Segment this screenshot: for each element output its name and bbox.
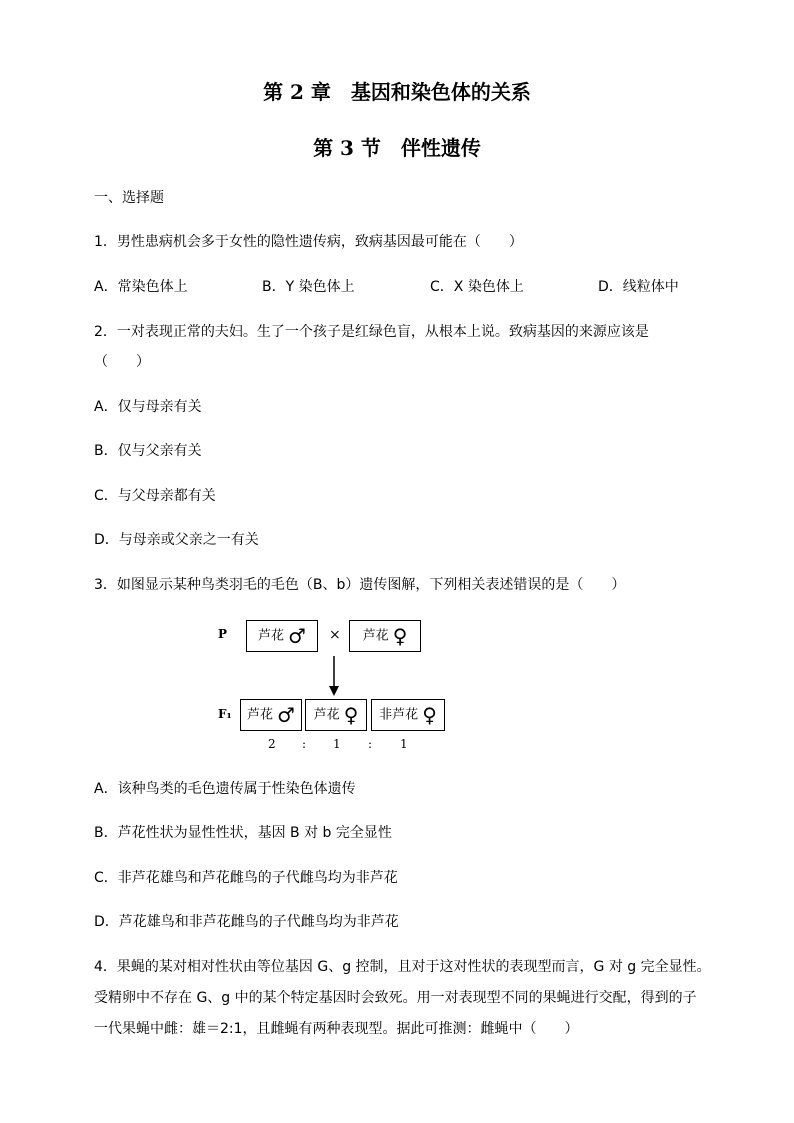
question-3-stem: 3．如图显示某种鸟类羽毛的毛色（B、b）遗传图解，下列相关表述错误的是（ ） <box>94 577 626 593</box>
part-label: 一、选择题 <box>94 190 164 206</box>
question-1-option-d: D．线粒体中 <box>598 279 679 295</box>
question-3-option-c: C．非芦花雄鸟和芦花雌鸟的子代雌鸟均为非芦花 <box>94 870 398 886</box>
parent-male-box <box>246 620 318 652</box>
question-4-stem-line3: 一代果蝇中雌：雄＝2:1，且雌蝇有两种表现型。据此可推测：雌蝇中（ ） <box>94 1021 579 1037</box>
female-icon: ♀ <box>392 624 408 648</box>
question-3-option-b: B．芦花性状为显性性状，基因 B 对 b 完全显性 <box>94 825 392 841</box>
parent-female-phenotype: 芦花 <box>362 628 389 644</box>
question-1-option-c: C．X 染色体上 <box>430 279 524 295</box>
question-2-stem-line1: 2．一对表现正常的夫妇。生了一个孩子是红绿色盲，从根本上说。致病基因的来源应该是 <box>94 324 649 340</box>
male-icon: ♂ <box>288 624 306 648</box>
f1-female-b-phenotype: 非芦花 <box>379 707 419 723</box>
question-2-option-b: B．仅与父亲有关 <box>94 443 202 459</box>
parent-male-phenotype: 芦花 <box>258 628 285 644</box>
ratio-value: 1 <box>400 737 408 751</box>
male-icon: ♂ <box>277 703 295 727</box>
question-4-stem-line1: 4．果蝇的某对相对性状由等位基因 G、g 控制，且对于这对性状的表现型而言，G 对 g 完全显性。 <box>94 959 711 975</box>
parent-female-box <box>349 620 421 652</box>
f1-female-a-box <box>305 699 367 731</box>
question-1-stem: 1．男性患病机会多于女性的隐性遗传病，致病基因最可能在（ ） <box>94 234 523 250</box>
question-4-stem-line2: 受精卵中不存在 G、g 中的某个特定基因时会致死。用一对表现型不同的果蝇进行交配，得到的子 <box>94 990 697 1006</box>
down-arrow-icon <box>326 656 342 696</box>
f1-female-b-box <box>371 699 445 731</box>
ratio-separator: : <box>302 737 307 751</box>
question-3-option-d: D．芦花雄鸟和非芦花雌鸟的子代雌鸟均为非芦花 <box>94 914 399 930</box>
question-2-option-a: A．仅与母亲有关 <box>94 399 202 415</box>
ratio-separator: : <box>368 737 373 751</box>
question-2-option-c: C．与父母亲都有关 <box>94 488 216 504</box>
question-1-option-b: B．Y 染色体上 <box>262 279 355 295</box>
p-generation-label: P <box>218 627 228 641</box>
ratio-value: 1 <box>333 737 341 751</box>
section-title: 第 3 节 伴性遗传 <box>313 136 481 160</box>
question-3-option-a: A．该种鸟类的毛色遗传属于性染色体遗传 <box>94 781 356 797</box>
f1-female-a-phenotype: 芦花 <box>313 707 340 723</box>
question-2-option-d: D．与母亲或父亲之一有关 <box>94 532 259 548</box>
f1-male-phenotype: 芦花 <box>247 707 274 723</box>
cross-symbol: × <box>329 627 341 643</box>
f1-male-box <box>240 699 302 731</box>
chapter-title: 第 2 章 基因和染色体的关系 <box>263 80 531 104</box>
question-1-option-a: A．常染色体上 <box>94 279 188 295</box>
ratio-value: 2 <box>268 737 276 751</box>
question-2-stem-line2: （ ） <box>94 354 150 370</box>
female-icon: ♀ <box>422 703 437 727</box>
female-icon: ♀ <box>343 703 359 727</box>
f1-generation-label: F₁ <box>218 707 232 721</box>
